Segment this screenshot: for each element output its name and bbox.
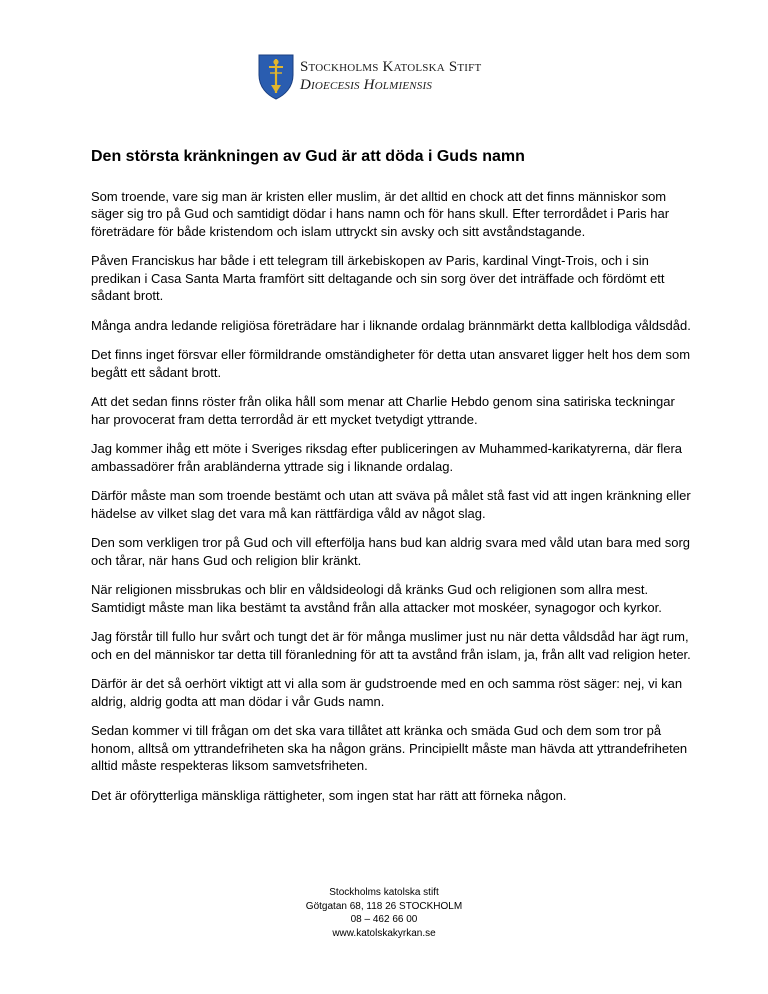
page-footer <box>0 886 768 940</box>
article-paragraph: Den som verkligen tror på Gud och vill efterfölja hans bud kan aldrig svara med våld utan bara med sorg och tårar, när hans Gud och religion blir kränkt. <box>91 535 691 568</box>
diocese-name-latin: Dioecesis Holmiensis <box>300 77 433 93</box>
article-paragraph: När religionen missbrukas och blir en våldsideologi då kränks Gud och religionen som allra mest. Samtidigt måste man lika bestämt ta avstånd från alla attacker mot moskéer, synagogor och kyrkor. <box>91 582 662 615</box>
footer-address: Götgatan 68, 118 26 STOCKHOLM <box>305 900 463 912</box>
article-paragraph: Därför är det så oerhört viktigt att vi alla som är gudstroende med en och samma röst säger: nej, vi kan aldrig, aldrig godta att man dödar i vår Guds namn. <box>91 676 683 709</box>
article-paragraph: Påven Franciskus har både i ett telegram till ärkebiskopen av Paris, kardinal Vingt-Trois, och i sin predikan i Casa Santa Marta framfört sitt deltagande och sin sorg över det inträffade och fördömt ett sådant brott. <box>91 253 665 304</box>
article-paragraph: Därför måste man som troende bestämt och utan att sväva på målet stå fast vid att ingen kränkning eller hädelse av vilket slag det vara må kan rättfärdiga våld av något slag. <box>91 488 691 521</box>
diocese-shield-icon <box>257 53 295 101</box>
article-paragraph: Många andra ledande religiösa företrädare har i liknande ordalag brännmärkt detta kallblodiga våldsdåd. <box>91 317 691 333</box>
article-paragraph: Det finns inget försvar eller förmildrande omständigheter för detta utan ansvaret ligger helt hos dem som begått ett sådant brott. <box>91 347 691 380</box>
footer-org: Stockholms katolska stift <box>329 887 439 898</box>
letterhead <box>257 53 481 101</box>
footer-phone: 08 – 462 66 00 <box>350 914 418 925</box>
article-title: Den största kränkningen av Gud är att döda i Guds namn <box>91 148 525 165</box>
diocese-name-swedish: Stockholms Katolska Stift <box>300 59 482 75</box>
article-paragraph: Det är oförytterliga mänskliga rättigheter, som ingen stat har rätt att förneka någon. <box>91 787 567 803</box>
article <box>91 147 691 816</box>
article-paragraph: Att det sedan finns röster från olika håll som menar att Charlie Hebdo genom sina satiriska teckningar har provocerat fram detta terrordåd är ett mycket tvetydigt yttrande. <box>91 394 675 427</box>
article-paragraph: Jag förstår till fullo hur svårt och tungt det är för många muslimer just nu när detta våldsdåd har ägt rum, och en del människor tar detta till föranledning för att ta avstånd från islam, ja, från allt vad religion heter. <box>91 629 691 662</box>
article-paragraph: Sedan kommer vi till frågan om det ska vara tillåtet att kränka och smäda Gud och dem som tror på honom, alltså om yttrandefriheten ska ha någon gräns. Principiellt måste man hävda att yttrandefriheten alltid måste respekteras liksom samvetsfriheten. <box>91 723 688 774</box>
diocese-name <box>300 53 481 93</box>
article-paragraph: Som troende, vare sig man är kristen eller muslim, är det alltid en chock att det finns människor som säger sig tro på Gud och samtidigt dödar i hans namn och för hans skull. Efter terrordådet i Paris har företrädare för både kristendom och islam uttryckt sin avsky och sitt avståndstagande. <box>91 188 670 239</box>
footer-website: www.katolskakyrkan.se <box>332 927 436 939</box>
article-paragraph: Jag kommer ihåg ett möte i Sveriges riksdag efter publiceringen av Muhammed-karikatyrerna, där flera ambassadörer från arabländerna yttrade sig i liknande ordalag. <box>91 441 683 474</box>
